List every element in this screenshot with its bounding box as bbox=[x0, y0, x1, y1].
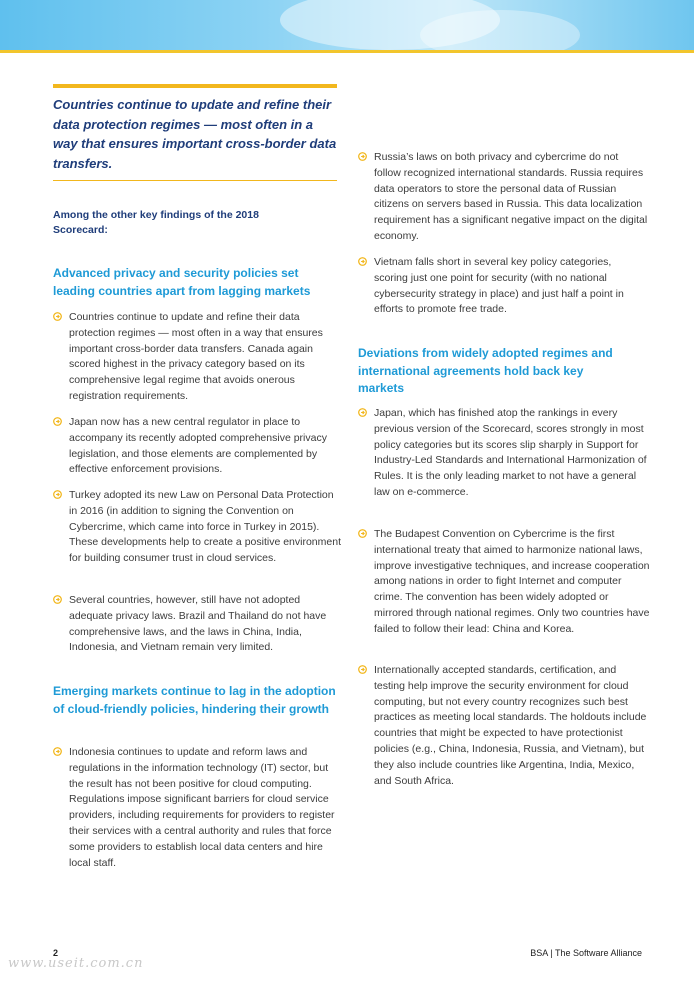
page-number: 2 bbox=[53, 948, 59, 958]
intro-text: Among the other key findings of the 2018 Scorecard: bbox=[53, 209, 259, 236]
bullet-item bbox=[358, 527, 650, 638]
bullet-text: Vietnam falls short in several key policy categories, scoring just one point for security (with no national cybersecurity strategy in place) and just half a point in efforts to promote free trade. bbox=[374, 256, 624, 316]
pull-quote-top-rule bbox=[53, 84, 337, 88]
arrow-bullet-icon bbox=[53, 312, 62, 321]
arrow-bullet-icon bbox=[358, 665, 367, 674]
arrow-bullet-icon bbox=[53, 417, 62, 426]
arrow-bullet-icon bbox=[358, 152, 367, 161]
footer-brand: BSA | The Software Alliance bbox=[530, 948, 642, 958]
banner-cloud bbox=[420, 10, 580, 50]
bullet-text: Indonesia continues to update and reform laws and regulations in the information technology (IT) sector, but the result has not been positive for cloud computing. Regulations impose significant barriers for cloud service providers, including requirements for providers to register their services with a central authority and rules that force some providers to establish local data centers and hire local staff. bbox=[69, 746, 335, 869]
bullet-text: Countries continue to update and refine their data protection regimes — most often in a way that ensures important cross-border data transfers. Canada again scored highest in the privacy category based on its comprehensive legal regime that avoids onerous registration requirements. bbox=[69, 311, 323, 402]
bullet-item bbox=[358, 406, 648, 501]
section-heading: Advanced privacy and security policies set leading countries apart from lagging markets bbox=[53, 266, 311, 298]
pull-quote: Countries continue to update and refine their data protection regimes — most often in a way that ensures important cross-border data transfers. bbox=[53, 97, 337, 171]
arrow-bullet-icon bbox=[53, 747, 62, 756]
bullet-item bbox=[358, 663, 648, 789]
arrow-bullet-icon bbox=[53, 595, 62, 604]
bullet-item bbox=[53, 745, 343, 871]
bullet-item bbox=[358, 255, 648, 318]
bullet-text: Turkey adopted its new Law on Personal Data Protection in 2016 (in addition to signing the Convention on Cybercrime, which came into force in Turkey in 2015). These developments help to create a positive environment for building consumer trust in cloud services. bbox=[69, 489, 341, 565]
arrow-bullet-icon bbox=[358, 257, 367, 266]
section-heading: Deviations from widely adopted regimes and international agreements hold back key markets bbox=[358, 346, 613, 395]
bullet-item bbox=[358, 150, 648, 245]
section-heading: Emerging markets continue to lag in the adoption of cloud-friendly policies, hindering their growth bbox=[53, 684, 336, 716]
banner-divider bbox=[0, 50, 694, 53]
bullet-item bbox=[53, 310, 343, 405]
arrow-bullet-icon bbox=[358, 529, 367, 538]
bullet-text: Several countries, however, still have not adopted adequate privacy laws. Brazil and Thailand do not have comprehensive laws, and the laws in China, India, Indonesia, and Vietnam remain very limited. bbox=[69, 594, 327, 654]
bullet-text: The Budapest Convention on Cybercrime is the first international treaty that aimed to harmonize national laws, improve investigative techniques, and increase cooperation among nations in order to fight Internet and computer crime. The convention has been widely adopted or mirrored through national regimes. Only two countries have failed to follow their lead: China and Korea. bbox=[374, 528, 650, 635]
pull-quote-bottom-rule bbox=[53, 180, 337, 181]
bullet-item bbox=[53, 488, 343, 567]
watermark: www.useit.com.cn bbox=[8, 956, 144, 971]
bullet-text: Internationally accepted standards, certification, and testing help improve the security environment for cloud computing, but not every country recognizes such best practices as meeting local standards. The holdouts include countries that might be expected to have protectionist policies (e.g., China, Indonesia, Russia, and Vietnam), but they also include countries like Argentina, India, Mexico, and South Africa. bbox=[374, 664, 647, 787]
bullet-text: Japan now has a new central regulator in place to accompany its recently adopted comprehensive privacy legislation, and those elements are complemented by effective enforcement provisions. bbox=[69, 416, 327, 476]
arrow-bullet-icon bbox=[53, 490, 62, 499]
arrow-bullet-icon bbox=[358, 408, 367, 417]
bullet-text: Russia’s laws on both privacy and cybercrime do not follow recognized international standards. Russia requires data operators to store the personal data of Russian citizens on servers based in Russia. This data localization requirement has a significant negative impact on the digital economy. bbox=[374, 151, 648, 242]
header-banner bbox=[0, 0, 694, 50]
bullet-item bbox=[53, 415, 345, 478]
bullet-item bbox=[53, 593, 343, 656]
bullet-text: Japan, which has finished atop the rankings in every previous version of the Scorecard, scores strongly in most policy categories but its scores slip sharply in Support for Industry-Led Standards and International Harmonization of Rules. It is the only leading market to not have a general law on e-commerce. bbox=[374, 407, 647, 498]
